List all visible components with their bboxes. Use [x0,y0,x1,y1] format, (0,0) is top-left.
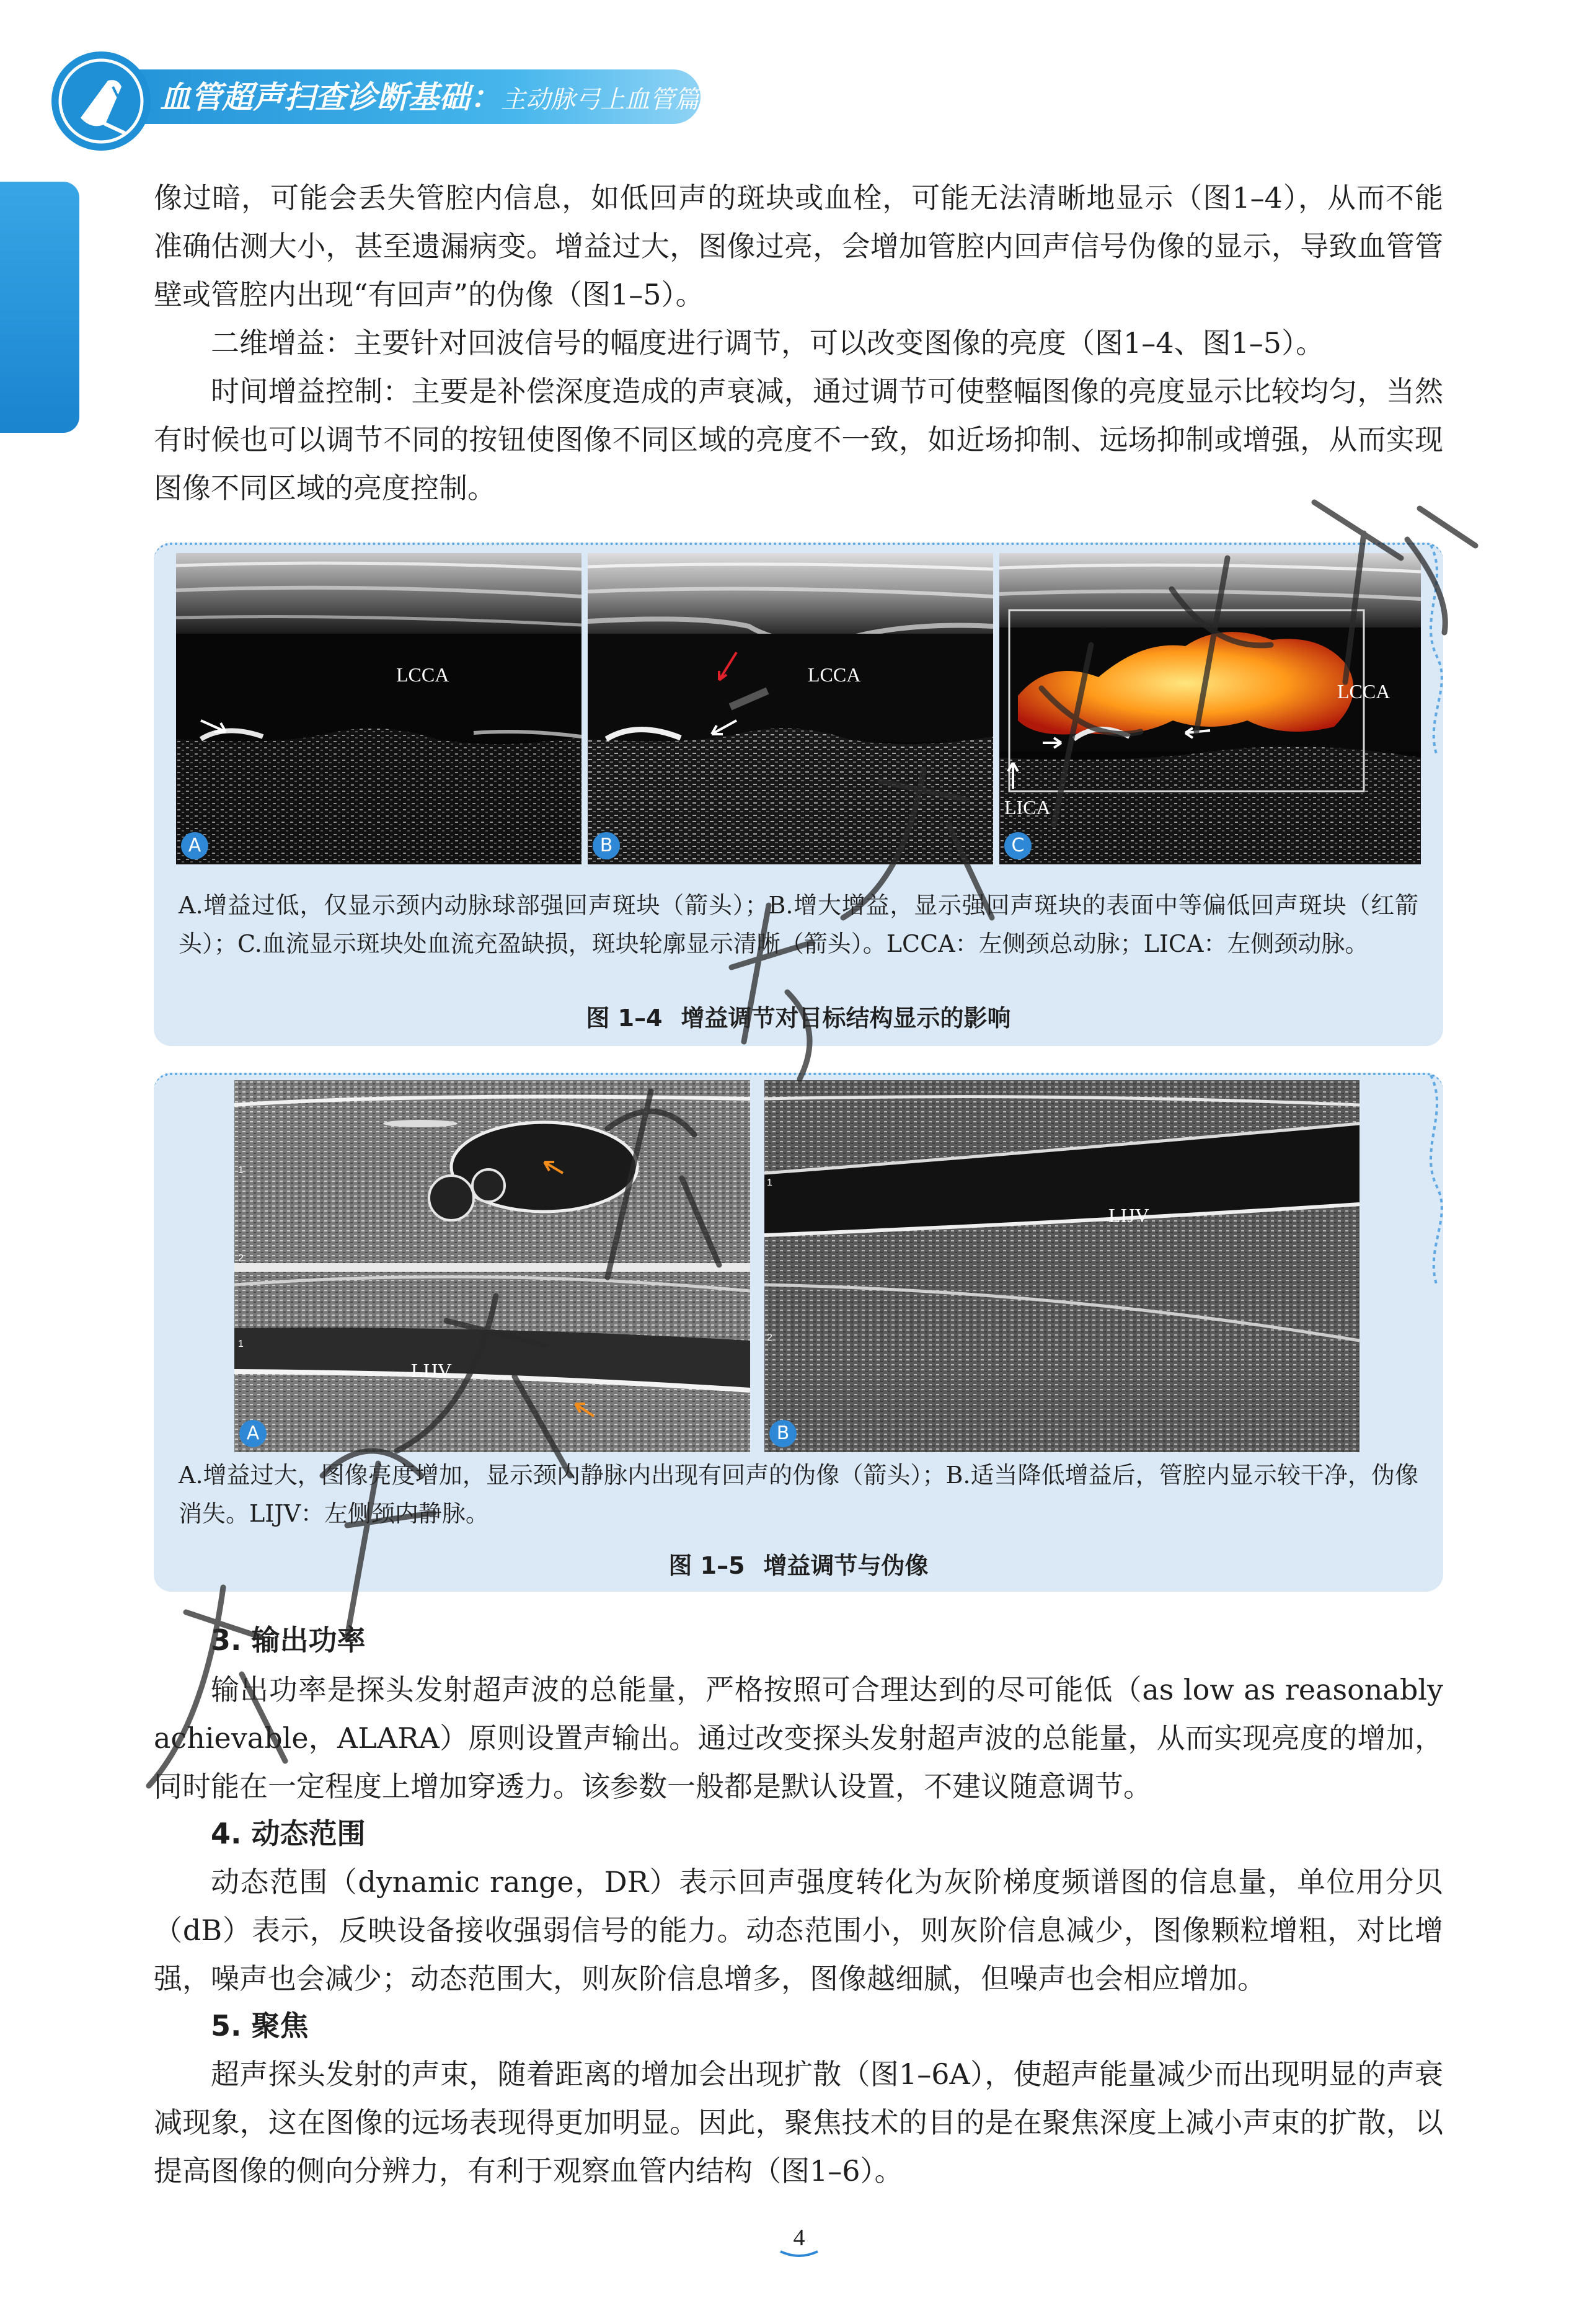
figure-1-4 [154,543,1443,1046]
figure-1-4-caption: A.增益过低，仅显示颈内动脉球部强回声斑块（箭头）；B.增大增益，显示强回声斑块的表面中等偏低回声斑块（红箭头）；C.血流显示斑块处血流充盈缺损，斑块轮廓显示清晰（箭头）。LCCA：左侧颈总动脉；LICA：左侧颈动脉。 [179,892,1418,957]
section-text-dynamic-range: 动态范围（dynamic range，DR）表示回声强度转化为灰阶梯度频谱图的信息量，单位用分贝（dB）表示，反映设备接收强弱信号的能力。动态范围小，则灰阶信息减少，图像颗粒增粗，对比增强，噪声也会减少；动态范围大，则灰阶信息增多，图像越细腻，但噪声也会相应增加。 [154,1865,1443,1995]
section-heading-dynamic-range: 4. 动态范围 [211,1817,366,1850]
svg-text:1: 1 [238,1339,244,1349]
section-heading-output-power: 3. 输出功率 [211,1623,366,1657]
panel-badge-a: A [239,1420,267,1447]
vessel-label-lijv: LIJV [1108,1204,1149,1226]
decorative-swirl-icon [1418,545,1456,1049]
ultrasound-panel-a [176,553,581,864]
vessel-label-lica: LICA [1004,796,1051,818]
paragraph-tgc: 时间增益控制：主要是补偿深度造成的声衰减，通过调节可使整幅图像的亮度显示比较均匀，当然有时候也可以调节不同的按钮使图像不同区域的亮度不一致，如近场抑制、远场抑制或增强，从而实现图像不同区域的亮度控制。 [154,375,1443,505]
vessel-label-lcca: LCCA [1337,680,1391,703]
panel-badge-b: B [769,1420,797,1447]
figure-number: 图 1–4 [586,1005,663,1032]
page-number-badge [768,2223,830,2260]
panel-badge-b: B [593,832,620,859]
panel-badge-c: C [1004,832,1032,859]
ultrasound-probe-logo-icon [48,48,154,154]
figure-title-text: 增益调节与伪像 [763,1552,929,1579]
figure-number: 图 1–5 [668,1552,745,1579]
book-title-main: 血管超声扫查诊断基础： [160,79,501,115]
ultrasound-panel-c-color-doppler [999,553,1421,864]
section-text-focus: 超声探头发射的声束，随着距离的增加会出现扩散（图1–6A），使超声能量减少而出现明显的声衰减现象，这在图像的远场表现得更加明显。因此，聚焦技术的目的是在聚焦深度上减小声束的扩散，以提高图像的侧向分辨力，有利于观察血管内结构（图1–6）。 [154,2057,1443,2188]
svg-text:2: 2 [238,1253,244,1264]
vessel-label-lijv: LIJV [411,1359,452,1382]
svg-text:1: 1 [238,1165,244,1176]
ultrasound-panel-b [588,553,993,864]
figure-1-4-title [154,999,1443,1033]
vessel-label-lcca: LCCA [808,663,861,686]
paragraph-2d-gain: 二维增益：主要针对回波信号的幅度进行调节，可以改变图像的亮度（图1–4、图1–5）。 [211,326,1325,360]
vessel-label-lcca: LCCA [396,663,449,686]
section-text-output-power: 输出功率是探头发射超声波的总能量，严格按照可合理达到的尽可能低（as low as reasonably achievable，ALARA）原则设置声输出。通过改变探头发射超声波的总能量，从而实现亮度的增加，同时能在一定程度上增加穿透力。该参数一般都是默认设置，不建议随意调节。 [154,1673,1443,1803]
ultrasound-panel-b [764,1080,1360,1452]
figure-1-5 [154,1073,1443,1592]
decorative-swirl-icon [1418,1075,1456,1594]
book-title [160,76,699,119]
figure-title-text: 增益调节对目标结构显示的影响 [681,1005,1011,1032]
svg-text:1: 1 [767,1178,772,1188]
page-number: 4 [793,2225,805,2251]
paragraph-gain-intro: 像过暗，可能会丢失管腔内信息，如低回声的斑块或血栓，可能无法清晰地显示（图1–4），从而不能准确估测大小，甚至遗漏病变。增益过大，图像过亮，会增加管腔内回声信号伪像的显示，导致血管管壁或管腔内出现“有回声”的伪像（图1–5）。 [154,181,1443,311]
section-heading-focus: 5. 聚焦 [211,2009,309,2042]
chapter-side-tab [0,182,79,433]
book-title-sub: 主动脉弓上血管篇 [501,86,699,114]
figure-1-5-caption: A.增益过大，图像亮度增加，显示颈内静脉内出现有回声的伪像（箭头）；B.适当降低增益后，管腔内显示较干净，伪像消失。LIJV：左侧颈内静脉。 [179,1461,1418,1527]
ultrasound-panel-a [234,1080,750,1452]
page-header [0,0,1574,133]
figure-1-5-title [154,1546,1443,1581]
svg-text:2: 2 [767,1333,772,1343]
panel-badge-a: A [181,832,208,859]
